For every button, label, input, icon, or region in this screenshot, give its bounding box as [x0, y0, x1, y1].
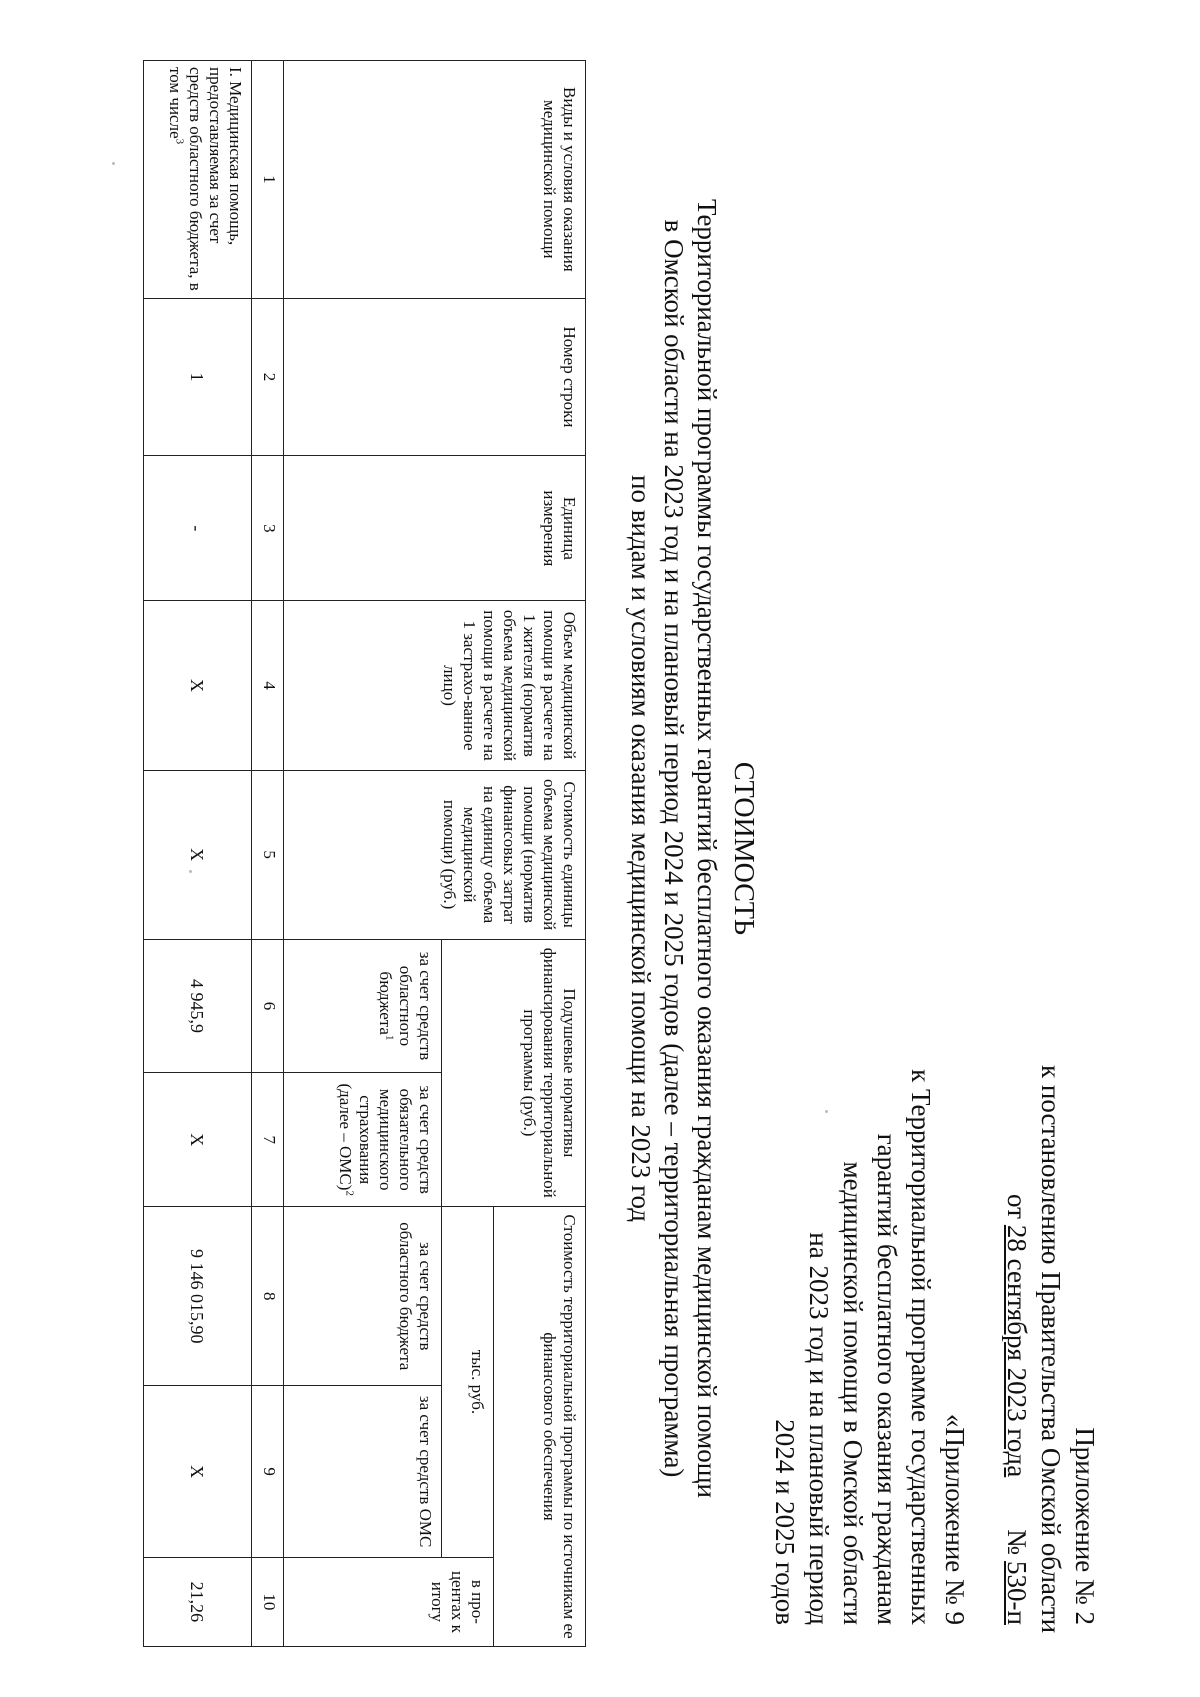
document-title	[624, 0, 760, 1697]
table-row	[144, 61, 252, 1647]
row-per-capita-budget-cell: 4 945,9	[144, 939, 252, 1073]
annex-number: Приложение № 2	[1070, 1427, 1100, 1625]
header-group-cell: тыс. руб.	[442, 1207, 494, 1558]
column-number: 9	[252, 1386, 284, 1557]
annex9-text: 2024 и 2025 годов	[770, 1419, 800, 1625]
decree-date-line	[1000, 1065, 1034, 1625]
annex9-text: медицинской помощи в Омской области	[838, 1161, 868, 1625]
column-number: 6	[252, 939, 284, 1073]
row-unit-cost-cell: Х	[144, 770, 252, 939]
annex9-title: «Приложение № 9	[940, 1413, 970, 1625]
annex9-text: гарантий бесплатного оказания гражданам	[872, 1133, 902, 1625]
header-cell: Стоимость единицы объема медицинской помощи (норматив финансовых затрат на единицу объема медицинской помощи) (руб.)	[284, 770, 586, 939]
annex9-block	[768, 1065, 972, 1625]
header-cell: Номер строки	[284, 298, 586, 456]
column-number: 1	[252, 61, 284, 299]
row-cost-oms-cell: Х	[144, 1386, 252, 1557]
header-cell: за счет средств ОМС	[284, 1386, 442, 1557]
decree-number: 530-п	[1002, 1561, 1032, 1625]
row-per-capita-oms-cell: Х	[144, 1073, 252, 1207]
cost-table	[143, 60, 586, 1647]
annex-header	[768, 1065, 1102, 1634]
column-number: 2	[252, 298, 284, 456]
column-number: 4	[252, 601, 284, 770]
row-percent-cell: 21,26	[144, 1557, 252, 1646]
scan-speck	[189, 870, 192, 873]
row-unit-cell: -	[144, 456, 252, 601]
header-row	[494, 61, 586, 1647]
scan-speck	[112, 162, 115, 165]
column-number: 7	[252, 1073, 284, 1207]
column-number: 10	[252, 1557, 284, 1646]
column-number: 8	[252, 1207, 284, 1386]
scan-speck	[825, 1110, 828, 1113]
decree-reference: к постановлению Правительства Омской области	[1036, 1065, 1066, 1634]
row-cost-budget-cell: 9 146 015,90	[144, 1207, 252, 1386]
header-group-cell: Стоимость территориальной программы по источникам ее финансового обеспечения	[494, 1207, 586, 1647]
date-prefix: от	[1002, 1193, 1032, 1219]
annex9-text: к Территориальной программе государственных	[906, 1069, 936, 1625]
title-line: в Омской области на 2023 год и на плановый период 2024 и 2025 годов (далее – территориальная программа)	[659, 219, 689, 1478]
header-cell: Объем медицинской помощи в расчете на 1 жителя (норматив объема медицинской помощи в расчете на 1 застрахо-ванное лицо)	[284, 601, 586, 770]
title-heading: СТОИМОСТЬ	[728, 761, 759, 936]
header-group-cell: Подушевые нормативы финансирования территориальной программы (руб.)	[442, 939, 586, 1206]
row-name-cell: I. Медицинская помощь, предоставляемая за счет средств областного бюджета, в том числе$^3$	[144, 61, 252, 299]
header-cell: за счет средств областного бюджета	[284, 1207, 442, 1386]
number-prefix: №	[1002, 1529, 1032, 1556]
column-number: 3	[252, 456, 284, 601]
title-line: по видам и условиям оказания медицинской помощи на 2023 год	[626, 475, 656, 1222]
row-line-cell: 1	[144, 298, 252, 456]
header-cell: в про-центах к итогу	[284, 1557, 494, 1646]
header-cell: за счет средств обязательного медицинского страхования (далее – ОМС)$^2$	[284, 1073, 442, 1207]
decree-date: 28 сентября 2023 года	[1002, 1224, 1032, 1478]
column-number: 5	[252, 770, 284, 939]
header-cell: Виды и условия оказания медицинской помощи	[284, 61, 586, 299]
annex9-text: на 2023 год и на плановый период	[804, 1232, 834, 1625]
row-volume-cell: Х	[144, 601, 252, 770]
header-cell: за счет средств областного бюджета$^1$	[284, 939, 442, 1073]
column-number-row	[252, 61, 284, 1647]
header-cell: Единица измерения	[284, 456, 586, 601]
title-line: Территориальной программы государственных гарантий бесплатного оказания гражданам медицинской помощи	[692, 198, 722, 1498]
